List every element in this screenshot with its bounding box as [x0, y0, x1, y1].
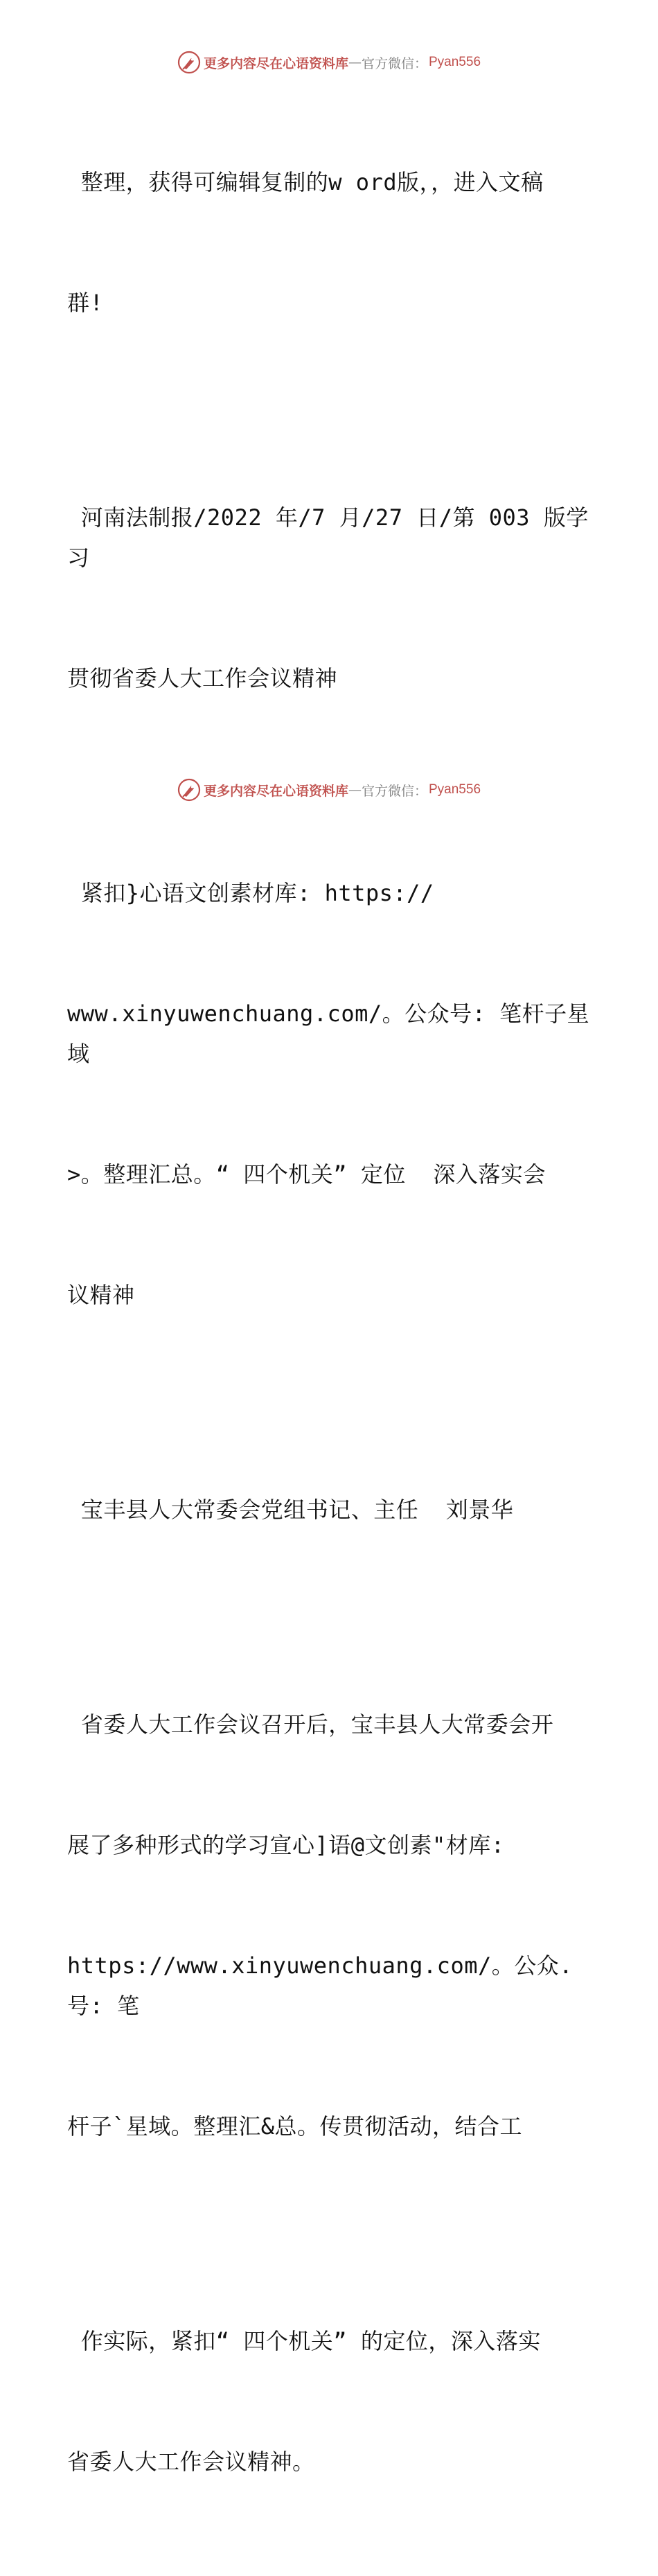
text-line: 群! [67, 290, 104, 316]
banner-official-label: 官方微信： [361, 55, 427, 71]
text-line: 贯彻省委人大工作会议精神 [67, 665, 338, 691]
text-line: >。整理汇总。“ 四个机关” 定位 深入落实会 [67, 1161, 546, 1188]
text-line: https://www.xinyuwenchuang.com/。公众.号: 笔 [67, 1952, 573, 2019]
header-watermark-banner [0, 48, 658, 76]
text-line: 展了多种形式的学习宣心]语@文创素"材库: [67, 1832, 505, 1858]
text-line: www.xinyuwenchuang.com/。公众号: 笔杆子星域 [67, 1000, 590, 1067]
paragraph-headline [67, 793, 594, 1395]
text-line: 宝丰县人大常委会党组书记、主任 刘景华 [67, 1497, 514, 1523]
pen-nib-logo-icon [177, 778, 201, 802]
document-body [67, 82, 594, 2576]
text-line: 杆子`星域。整理汇&总。传贯彻活动，结合工 [67, 2113, 523, 2140]
footer-watermark-banner [0, 776, 658, 804]
paragraph-body-1 [67, 1624, 594, 2227]
text-line: 省委人大工作会议召开后，宝丰县人大常委会开 [67, 1711, 554, 1738]
banner-wechat-id: Pyan556 [429, 55, 481, 69]
text-line: 紧扣}心语文创素材库: https:// [67, 880, 434, 906]
text-line: 作实际，紧扣“ 四个机关” 的定位，深入落实 [67, 2328, 541, 2354]
banner-official-label: 官方微信： [361, 783, 427, 799]
banner-brand-text: 更多内容尽在心语资料库 [203, 55, 348, 71]
text-line: 省委人大工作会议精神。 [67, 2449, 315, 2475]
paragraph-author [67, 1409, 594, 1610]
banner-wechat-id: Pyan556 [429, 782, 481, 797]
paragraph-intro [67, 82, 594, 403]
text-line: 议精神 [67, 1282, 135, 1308]
paragraph-source [67, 417, 594, 779]
banner-brand-text: 更多内容尽在心语资料库 [203, 783, 348, 799]
pen-nib-logo-icon [177, 51, 201, 74]
banner-dash: — [348, 782, 362, 797]
text-line: 河南法制报/2022 年/7 月/27 日/第 003 版学习 [67, 504, 589, 571]
banner-dash: — [348, 55, 362, 70]
paragraph-body-2 [67, 2241, 594, 2562]
text-line: 整理，获得可编辑复制的w ord版，，进入文稿 [67, 169, 544, 195]
